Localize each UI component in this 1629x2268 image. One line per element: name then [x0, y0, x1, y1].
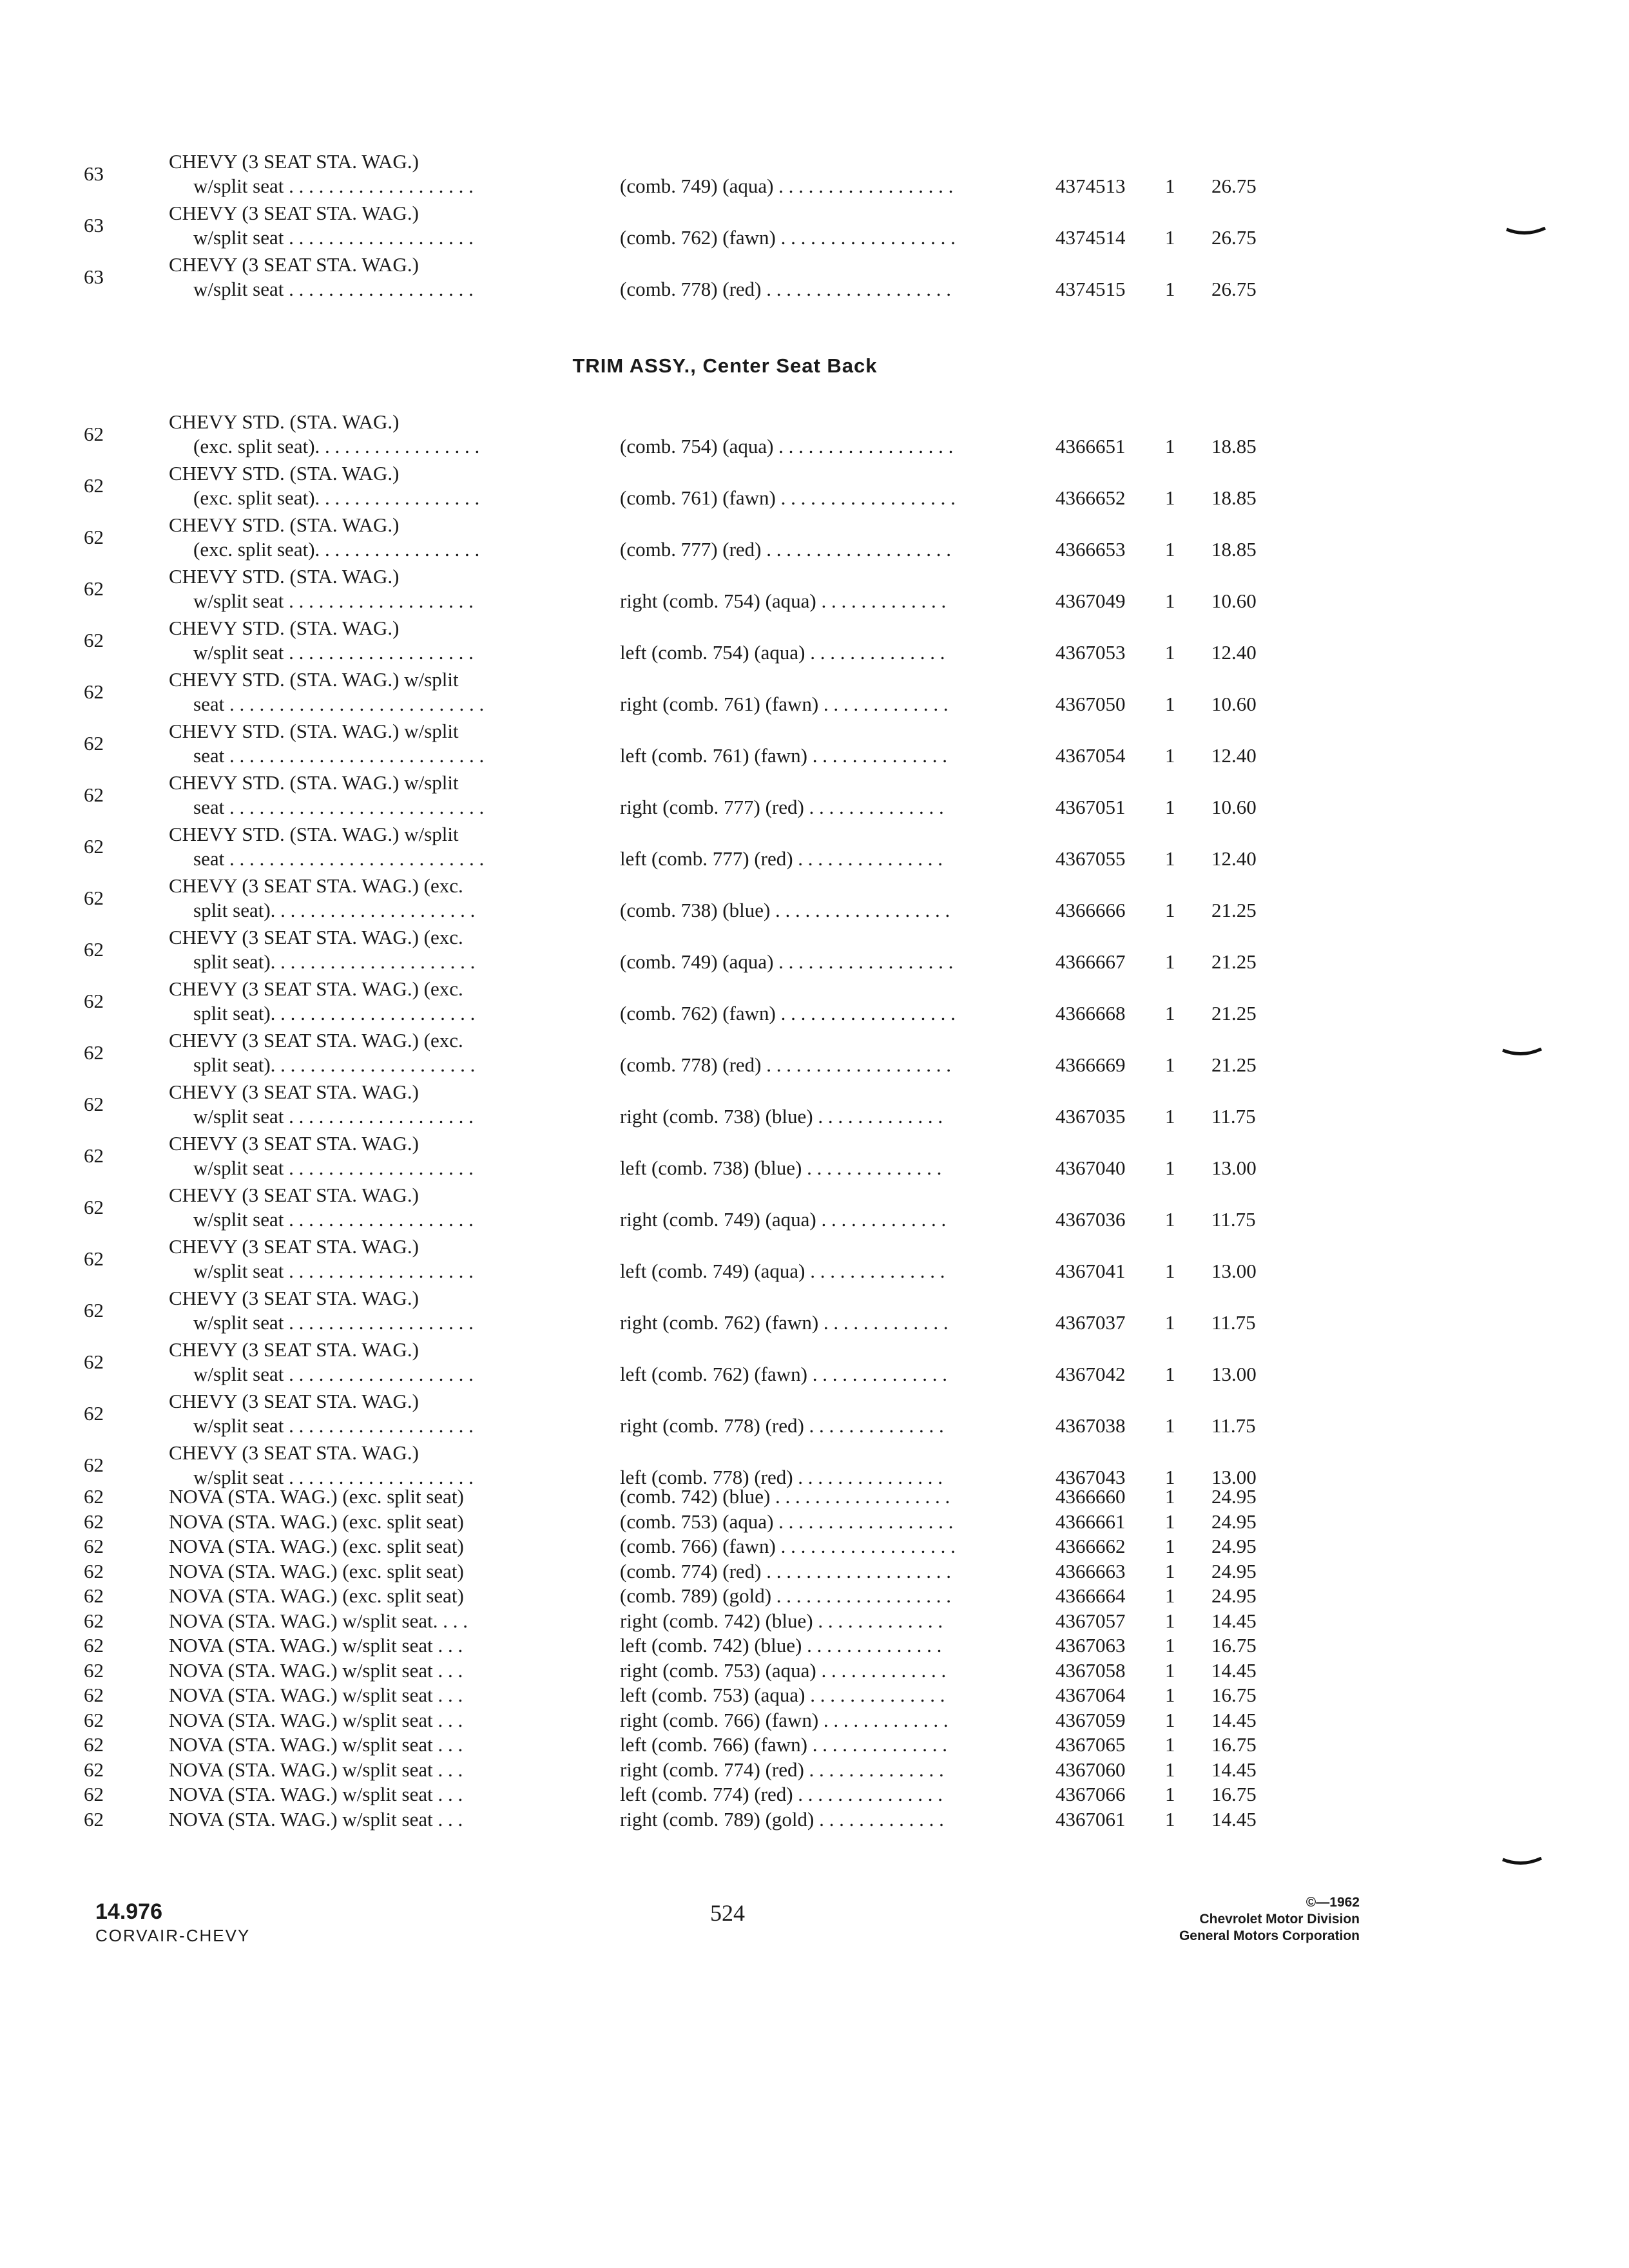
quantity: 1 [1165, 796, 1175, 818]
part-number: 4367061 [1055, 1807, 1126, 1831]
model-name: NOVA (STA. WAG.) (exc. split seat) [169, 1535, 464, 1557]
part-number: 4367041 [1055, 1260, 1126, 1282]
model-line-2: w/split seat . . . . . . . . . . . . . . . . . . . [193, 175, 474, 197]
price: 11.75 [1211, 1311, 1256, 1334]
model-line-1: CHEVY (3 SEAT STA. WAG.) (exc. [169, 1029, 463, 1052]
model-line-2: w/split seat . . . . . . . . . . . . . . . . . . . [193, 278, 474, 300]
model-year: 62 [84, 1510, 104, 1533]
corporation: General Motors Corporation [1179, 1928, 1360, 1943]
model-line-2: (exc. split seat). . . . . . . . . . . . . . . . . [193, 538, 480, 561]
model-year: 62 [84, 1535, 104, 1557]
price: 10.60 [1211, 796, 1257, 818]
model-year: 62 [84, 1584, 104, 1607]
model-year: 62 [84, 1247, 104, 1270]
trim-description: left (comb. 742) (blue) . . . . . . . . . . . . . . [620, 1634, 942, 1657]
trim-description: (comb. 753) (aqua) . . . . . . . . . . . . . . . . . . [620, 1510, 954, 1533]
part-number: 4367059 [1055, 1708, 1126, 1731]
part-number: 4367065 [1055, 1733, 1126, 1756]
model-name: NOVA (STA. WAG.) (exc. split seat) [169, 1510, 464, 1533]
trim-description: (comb. 742) (blue) . . . . . . . . . . . . . . . . . . [620, 1485, 950, 1508]
price: 12.40 [1211, 641, 1257, 664]
model-name: NOVA (STA. WAG.) (exc. split seat) [169, 1559, 464, 1582]
model-year: 62 [84, 1733, 104, 1756]
trim-description: (comb. 762) (fawn) . . . . . . . . . . . . . . . . . . [620, 226, 956, 249]
price: 21.25 [1211, 1053, 1257, 1076]
model-line-2: seat . . . . . . . . . . . . . . . . . . . . . . . . . . [193, 796, 485, 818]
trim-description: (comb. 761) (fawn) . . . . . . . . . . . . . . . . . . [620, 486, 956, 509]
trim-description: left (comb. 749) (aqua) . . . . . . . . . . . . . . [620, 1260, 945, 1282]
model-year: 62 [84, 1758, 104, 1781]
quantity: 1 [1165, 1609, 1175, 1632]
trim-description: left (comb. 738) (blue) . . . . . . . . . . . . . . [620, 1157, 942, 1179]
part-number: 4367066 [1055, 1783, 1126, 1805]
quantity: 1 [1165, 847, 1175, 870]
model-year: 62 [84, 1807, 104, 1831]
part-number: 4366668 [1055, 1002, 1126, 1024]
model-line-1: CHEVY STD. (STA. WAG.) [169, 617, 400, 639]
model-line-1: CHEVY STD. (STA. WAG.) [169, 514, 400, 536]
model-line-2: w/split seat . . . . . . . . . . . . . . . . . . . [193, 1363, 474, 1385]
part-number: 4367040 [1055, 1157, 1126, 1179]
model-year: 62 [84, 783, 104, 806]
trim-description: left (comb. 762) (fawn) . . . . . . . . . . . . . . [620, 1363, 947, 1385]
trim-description: (comb. 789) (gold) . . . . . . . . . . . . . . . . . . [620, 1584, 952, 1607]
price: 16.75 [1211, 1684, 1257, 1706]
trim-description: right (comb. 774) (red) . . . . . . . . . . . . . . [620, 1758, 944, 1781]
trim-description: right (comb. 777) (red) . . . . . . . . . . . . . . [620, 796, 944, 818]
price: 21.25 [1211, 1002, 1257, 1024]
part-number: 4366660 [1055, 1485, 1126, 1508]
quantity: 1 [1165, 175, 1175, 197]
model-line-1: CHEVY (3 SEAT STA. WAG.) [169, 202, 419, 224]
model-line-1: CHEVY (3 SEAT STA. WAG.) (exc. [169, 874, 463, 897]
quantity: 1 [1165, 1485, 1175, 1508]
model-name: NOVA (STA. WAG.) w/split seat . . . [169, 1684, 463, 1706]
part-number: 4367063 [1055, 1634, 1126, 1657]
quantity: 1 [1165, 1708, 1175, 1731]
model-line-2: w/split seat . . . . . . . . . . . . . . . . . . . [193, 1157, 474, 1179]
price: 14.45 [1211, 1658, 1257, 1682]
model-line-1: CHEVY STD. (STA. WAG.) [169, 462, 400, 485]
part-number: 4367058 [1055, 1658, 1126, 1682]
model-line-1: CHEVY (3 SEAT STA. WAG.) [169, 1338, 419, 1361]
model-name: NOVA (STA. WAG.) w/split seat. . . . [169, 1609, 468, 1632]
quantity: 1 [1165, 1363, 1175, 1385]
trim-description: left (comb. 778) (red) . . . . . . . . . . . . . . . [620, 1466, 943, 1488]
model-year: 62 [84, 1634, 104, 1657]
model-year: 62 [84, 1041, 104, 1064]
part-number: 4367055 [1055, 847, 1126, 870]
trim-description: (comb. 749) (aqua) . . . . . . . . . . . . . . . . . . [620, 950, 954, 973]
model-line-1: CHEVY (3 SEAT STA. WAG.) (exc. [169, 926, 463, 948]
part-number: 4366652 [1055, 486, 1126, 509]
quantity: 1 [1165, 1105, 1175, 1128]
quantity: 1 [1165, 1783, 1175, 1805]
copyright: ©—1962 [1306, 1895, 1360, 1910]
quantity: 1 [1165, 950, 1175, 973]
trim-description: (comb. 762) (fawn) . . . . . . . . . . . . . . . . . . [620, 1002, 956, 1024]
part-number: 4367042 [1055, 1363, 1126, 1385]
model-line-1: CHEVY STD. (STA. WAG.) [169, 410, 400, 433]
model-year: 62 [84, 474, 104, 497]
quantity: 1 [1165, 1002, 1175, 1024]
model-year: 62 [84, 423, 104, 445]
part-number: 4366662 [1055, 1535, 1126, 1557]
quantity: 1 [1165, 1584, 1175, 1607]
model-line-2: w/split seat . . . . . . . . . . . . . . . . . . . [193, 590, 474, 612]
section-heading: TRIM ASSY., Center Seat Back [572, 354, 878, 377]
quantity: 1 [1165, 590, 1175, 612]
model-year: 62 [84, 835, 104, 858]
model-year: 62 [84, 680, 104, 703]
quantity: 1 [1165, 1157, 1175, 1179]
part-number: 4374514 [1055, 226, 1126, 249]
trim-description: left (comb. 753) (aqua) . . . . . . . . . . . . . . [620, 1684, 945, 1706]
price: 14.45 [1211, 1807, 1257, 1831]
trim-description: right (comb. 766) (fawn) . . . . . . . . . . . . . [620, 1708, 949, 1731]
model-year: 62 [84, 887, 104, 909]
model-line-1: CHEVY (3 SEAT STA. WAG.) [169, 1287, 419, 1309]
model-year: 62 [84, 1402, 104, 1425]
quantity: 1 [1165, 641, 1175, 664]
quantity: 1 [1165, 1535, 1175, 1557]
part-number: 4374515 [1055, 278, 1126, 300]
quantity: 1 [1165, 226, 1175, 249]
price: 26.75 [1211, 278, 1257, 300]
price: 13.00 [1211, 1363, 1257, 1385]
model-line-1: CHEVY (3 SEAT STA. WAG.) [169, 1184, 419, 1206]
quantity: 1 [1165, 1510, 1175, 1533]
price: 26.75 [1211, 175, 1257, 197]
catalog-code: 14.976 [95, 1899, 162, 1924]
quantity: 1 [1165, 1208, 1175, 1231]
model-line-1: CHEVY (3 SEAT STA. WAG.) [169, 1235, 419, 1258]
model-name: NOVA (STA. WAG.) w/split seat . . . [169, 1634, 463, 1657]
trim-description: (comb. 778) (red) . . . . . . . . . . . . . . . . . . . [620, 278, 951, 300]
part-number: 4366667 [1055, 950, 1126, 973]
model-line-2: w/split seat . . . . . . . . . . . . . . . . . . . [193, 641, 474, 664]
model-year: 63 [84, 265, 104, 288]
quantity: 1 [1165, 1559, 1175, 1582]
model-line-2: split seat). . . . . . . . . . . . . . . . . . . . . [193, 950, 476, 973]
model-name: NOVA (STA. WAG.) w/split seat . . . [169, 1733, 463, 1756]
binder-mark-icon [1501, 1857, 1543, 1866]
price: 24.95 [1211, 1535, 1257, 1557]
model-line-1: CHEVY (3 SEAT STA. WAG.) [169, 1390, 419, 1412]
model-year: 62 [84, 1783, 104, 1805]
model-line-1: CHEVY (3 SEAT STA. WAG.) [169, 1132, 419, 1155]
model-year: 62 [84, 1093, 104, 1115]
model-year: 62 [84, 1609, 104, 1632]
model-year: 62 [84, 1299, 104, 1321]
model-year: 62 [84, 1350, 104, 1373]
quantity: 1 [1165, 486, 1175, 509]
model-line-1: CHEVY STD. (STA. WAG.) w/split [169, 771, 459, 794]
trim-description: (comb. 778) (red) . . . . . . . . . . . . . . . . . . . [620, 1053, 951, 1076]
model-line-1: CHEVY (3 SEAT STA. WAG.) [169, 253, 419, 276]
part-number: 4367051 [1055, 796, 1126, 818]
quantity: 1 [1165, 1634, 1175, 1657]
price: 18.85 [1211, 538, 1257, 561]
model-year: 62 [84, 526, 104, 548]
model-year: 62 [84, 1658, 104, 1682]
model-line-2: (exc. split seat). . . . . . . . . . . . . . . . . [193, 435, 480, 457]
part-number: 4367036 [1055, 1208, 1126, 1231]
model-name: NOVA (STA. WAG.) (exc. split seat) [169, 1485, 464, 1508]
page-number: 524 [710, 1900, 745, 1926]
part-number: 4366663 [1055, 1559, 1126, 1582]
part-number: 4367064 [1055, 1684, 1126, 1706]
model-name: NOVA (STA. WAG.) w/split seat . . . [169, 1807, 463, 1831]
footer-left [95, 1899, 250, 1946]
price: 24.95 [1211, 1510, 1257, 1533]
model-line-2: (exc. split seat). . . . . . . . . . . . . . . . . [193, 486, 480, 509]
quantity: 1 [1165, 1758, 1175, 1781]
model-line-1: CHEVY STD. (STA. WAG.) w/split [169, 823, 459, 845]
price: 24.95 [1211, 1559, 1257, 1582]
price: 14.45 [1211, 1708, 1257, 1731]
quantity: 1 [1165, 1658, 1175, 1682]
model-line-2: seat . . . . . . . . . . . . . . . . . . . . . . . . . . [193, 847, 485, 870]
model-line-1: CHEVY (3 SEAT STA. WAG.) (exc. [169, 977, 463, 1000]
price: 14.45 [1211, 1758, 1257, 1781]
model-year: 62 [84, 1144, 104, 1167]
quantity: 1 [1165, 1311, 1175, 1334]
model-year: 62 [84, 1196, 104, 1218]
model-line-2: w/split seat . . . . . . . . . . . . . . . . . . . [193, 1311, 474, 1334]
quantity: 1 [1165, 538, 1175, 561]
quantity: 1 [1165, 899, 1175, 921]
model-name: NOVA (STA. WAG.) w/split seat . . . [169, 1708, 463, 1731]
trim-description: (comb. 777) (red) . . . . . . . . . . . . . . . . . . . [620, 538, 951, 561]
model-year: 62 [84, 629, 104, 651]
model-line-1: CHEVY STD. (STA. WAG.) w/split [169, 668, 459, 691]
price: 26.75 [1211, 226, 1257, 249]
part-number: 4367057 [1055, 1609, 1126, 1632]
model-year: 62 [84, 732, 104, 754]
price: 18.85 [1211, 435, 1257, 457]
part-number: 4367037 [1055, 1311, 1126, 1334]
trim-description: right (comb. 754) (aqua) . . . . . . . . . . . . . [620, 590, 947, 612]
part-number: 4366669 [1055, 1053, 1126, 1076]
price: 16.75 [1211, 1733, 1257, 1756]
trim-description: (comb. 738) (blue) . . . . . . . . . . . . . . . . . . [620, 899, 950, 921]
model-line-2: seat . . . . . . . . . . . . . . . . . . . . . . . . . . [193, 693, 485, 715]
quantity: 1 [1165, 744, 1175, 767]
trim-description: right (comb. 738) (blue) . . . . . . . . . . . . . [620, 1105, 943, 1128]
part-number: 4367054 [1055, 744, 1126, 767]
trim-description: left (comb. 761) (fawn) . . . . . . . . . . . . . . [620, 744, 947, 767]
price: 12.40 [1211, 847, 1257, 870]
quantity: 1 [1165, 1466, 1175, 1488]
quantity: 1 [1165, 435, 1175, 457]
part-number: 4367060 [1055, 1758, 1126, 1781]
trim-description: (comb. 766) (fawn) . . . . . . . . . . . . . . . . . . [620, 1535, 956, 1557]
part-number: 4367043 [1055, 1466, 1126, 1488]
trim-description: right (comb. 789) (gold) . . . . . . . . . . . . . [620, 1807, 944, 1831]
trim-description: right (comb. 749) (aqua) . . . . . . . . . . . . . [620, 1208, 947, 1231]
trim-description: right (comb. 742) (blue) . . . . . . . . . . . . . [620, 1609, 943, 1632]
quantity: 1 [1165, 693, 1175, 715]
binder-mark-icon [1501, 1048, 1543, 1057]
price: 16.75 [1211, 1783, 1257, 1805]
model-line-2: w/split seat . . . . . . . . . . . . . . . . . . . [193, 1414, 474, 1437]
price: 11.75 [1211, 1105, 1256, 1128]
trim-description: left (comb. 766) (fawn) . . . . . . . . . . . . . . [620, 1733, 947, 1756]
quantity: 1 [1165, 1807, 1175, 1831]
part-number: 4366664 [1055, 1584, 1126, 1607]
price: 18.85 [1211, 486, 1257, 509]
price: 14.45 [1211, 1609, 1257, 1632]
price: 24.95 [1211, 1584, 1257, 1607]
part-number: 4367049 [1055, 590, 1126, 612]
quantity: 1 [1165, 278, 1175, 300]
model-line-2: split seat). . . . . . . . . . . . . . . . . . . . . [193, 1053, 476, 1076]
part-number: 4367050 [1055, 693, 1126, 715]
price: 10.60 [1211, 693, 1257, 715]
model-year: 62 [84, 1708, 104, 1731]
part-number: 4366653 [1055, 538, 1126, 561]
trim-description: right (comb. 762) (fawn) . . . . . . . . . . . . . [620, 1311, 949, 1334]
part-number: 4374513 [1055, 175, 1126, 197]
trim-description: left (comb. 774) (red) . . . . . . . . . . . . . . . [620, 1783, 943, 1805]
price: 13.00 [1211, 1260, 1257, 1282]
model-year: 62 [84, 990, 104, 1012]
price: 13.00 [1211, 1157, 1257, 1179]
quantity: 1 [1165, 1053, 1175, 1076]
model-year: 62 [84, 938, 104, 961]
model-name: NOVA (STA. WAG.) (exc. split seat) [169, 1584, 464, 1607]
model-line-1: CHEVY (3 SEAT STA. WAG.) [169, 1081, 419, 1103]
model-line-2: w/split seat . . . . . . . . . . . . . . . . . . . [193, 1466, 474, 1488]
trim-description: (comb. 754) (aqua) . . . . . . . . . . . . . . . . . . [620, 435, 954, 457]
catalog-line: CORVAIR-CHEVY [95, 1926, 251, 1945]
publisher-block [1179, 1894, 1360, 1945]
model-line-1: CHEVY STD. (STA. WAG.) w/split [169, 720, 459, 742]
model-year: 62 [84, 1559, 104, 1582]
model-line-1: CHEVY STD. (STA. WAG.) [169, 565, 400, 588]
model-name: NOVA (STA. WAG.) w/split seat . . . [169, 1758, 463, 1781]
model-year: 62 [84, 1684, 104, 1706]
model-year: 63 [84, 162, 104, 185]
price: 16.75 [1211, 1634, 1257, 1657]
part-number: 4366661 [1055, 1510, 1126, 1533]
price: 11.75 [1211, 1414, 1256, 1437]
binder-mark-icon [1505, 227, 1547, 236]
model-year: 63 [84, 214, 104, 236]
model-year: 62 [84, 577, 104, 600]
model-name: NOVA (STA. WAG.) w/split seat . . . [169, 1783, 463, 1805]
model-line-2: w/split seat . . . . . . . . . . . . . . . . . . . [193, 1260, 474, 1282]
quantity: 1 [1165, 1684, 1175, 1706]
model-line-2: seat . . . . . . . . . . . . . . . . . . . . . . . . . . [193, 744, 485, 767]
trim-description: (comb. 749) (aqua) . . . . . . . . . . . . . . . . . . [620, 175, 954, 197]
model-year: 62 [84, 1454, 104, 1476]
model-line-2: split seat). . . . . . . . . . . . . . . . . . . . . [193, 1002, 476, 1024]
price: 21.25 [1211, 899, 1257, 921]
trim-description: (comb. 774) (red) . . . . . . . . . . . . . . . . . . . [620, 1559, 951, 1582]
price: 24.95 [1211, 1485, 1257, 1508]
model-line-2: w/split seat . . . . . . . . . . . . . . . . . . . [193, 226, 474, 249]
part-number: 4367053 [1055, 641, 1126, 664]
quantity: 1 [1165, 1733, 1175, 1756]
model-name: NOVA (STA. WAG.) w/split seat . . . [169, 1658, 463, 1682]
trim-description: right (comb. 761) (fawn) . . . . . . . . . . . . . [620, 693, 949, 715]
price: 10.60 [1211, 590, 1257, 612]
model-line-2: w/split seat . . . . . . . . . . . . . . . . . . . [193, 1105, 474, 1128]
price: 11.75 [1211, 1208, 1256, 1231]
quantity: 1 [1165, 1414, 1175, 1437]
model-line-2: split seat). . . . . . . . . . . . . . . . . . . . . [193, 899, 476, 921]
trim-description: right (comb. 778) (red) . . . . . . . . . . . . . . [620, 1414, 944, 1437]
trim-description: left (comb. 777) (red) . . . . . . . . . . . . . . . [620, 847, 943, 870]
part-number: 4366651 [1055, 435, 1126, 457]
trim-description: left (comb. 754) (aqua) . . . . . . . . . . . . . . [620, 641, 945, 664]
model-line-1: CHEVY (3 SEAT STA. WAG.) [169, 150, 419, 173]
part-number: 4366666 [1055, 899, 1126, 921]
model-year: 62 [84, 1485, 104, 1508]
part-number: 4367035 [1055, 1105, 1126, 1128]
division: Chevrolet Motor Division [1199, 1912, 1360, 1927]
quantity: 1 [1165, 1260, 1175, 1282]
part-number: 4367038 [1055, 1414, 1126, 1437]
price: 12.40 [1211, 744, 1257, 767]
price: 21.25 [1211, 950, 1257, 973]
price: 13.00 [1211, 1466, 1257, 1488]
model-line-2: w/split seat . . . . . . . . . . . . . . . . . . . [193, 1208, 474, 1231]
trim-description: right (comb. 753) (aqua) . . . . . . . . . . . . . [620, 1658, 947, 1682]
model-line-1: CHEVY (3 SEAT STA. WAG.) [169, 1441, 419, 1464]
